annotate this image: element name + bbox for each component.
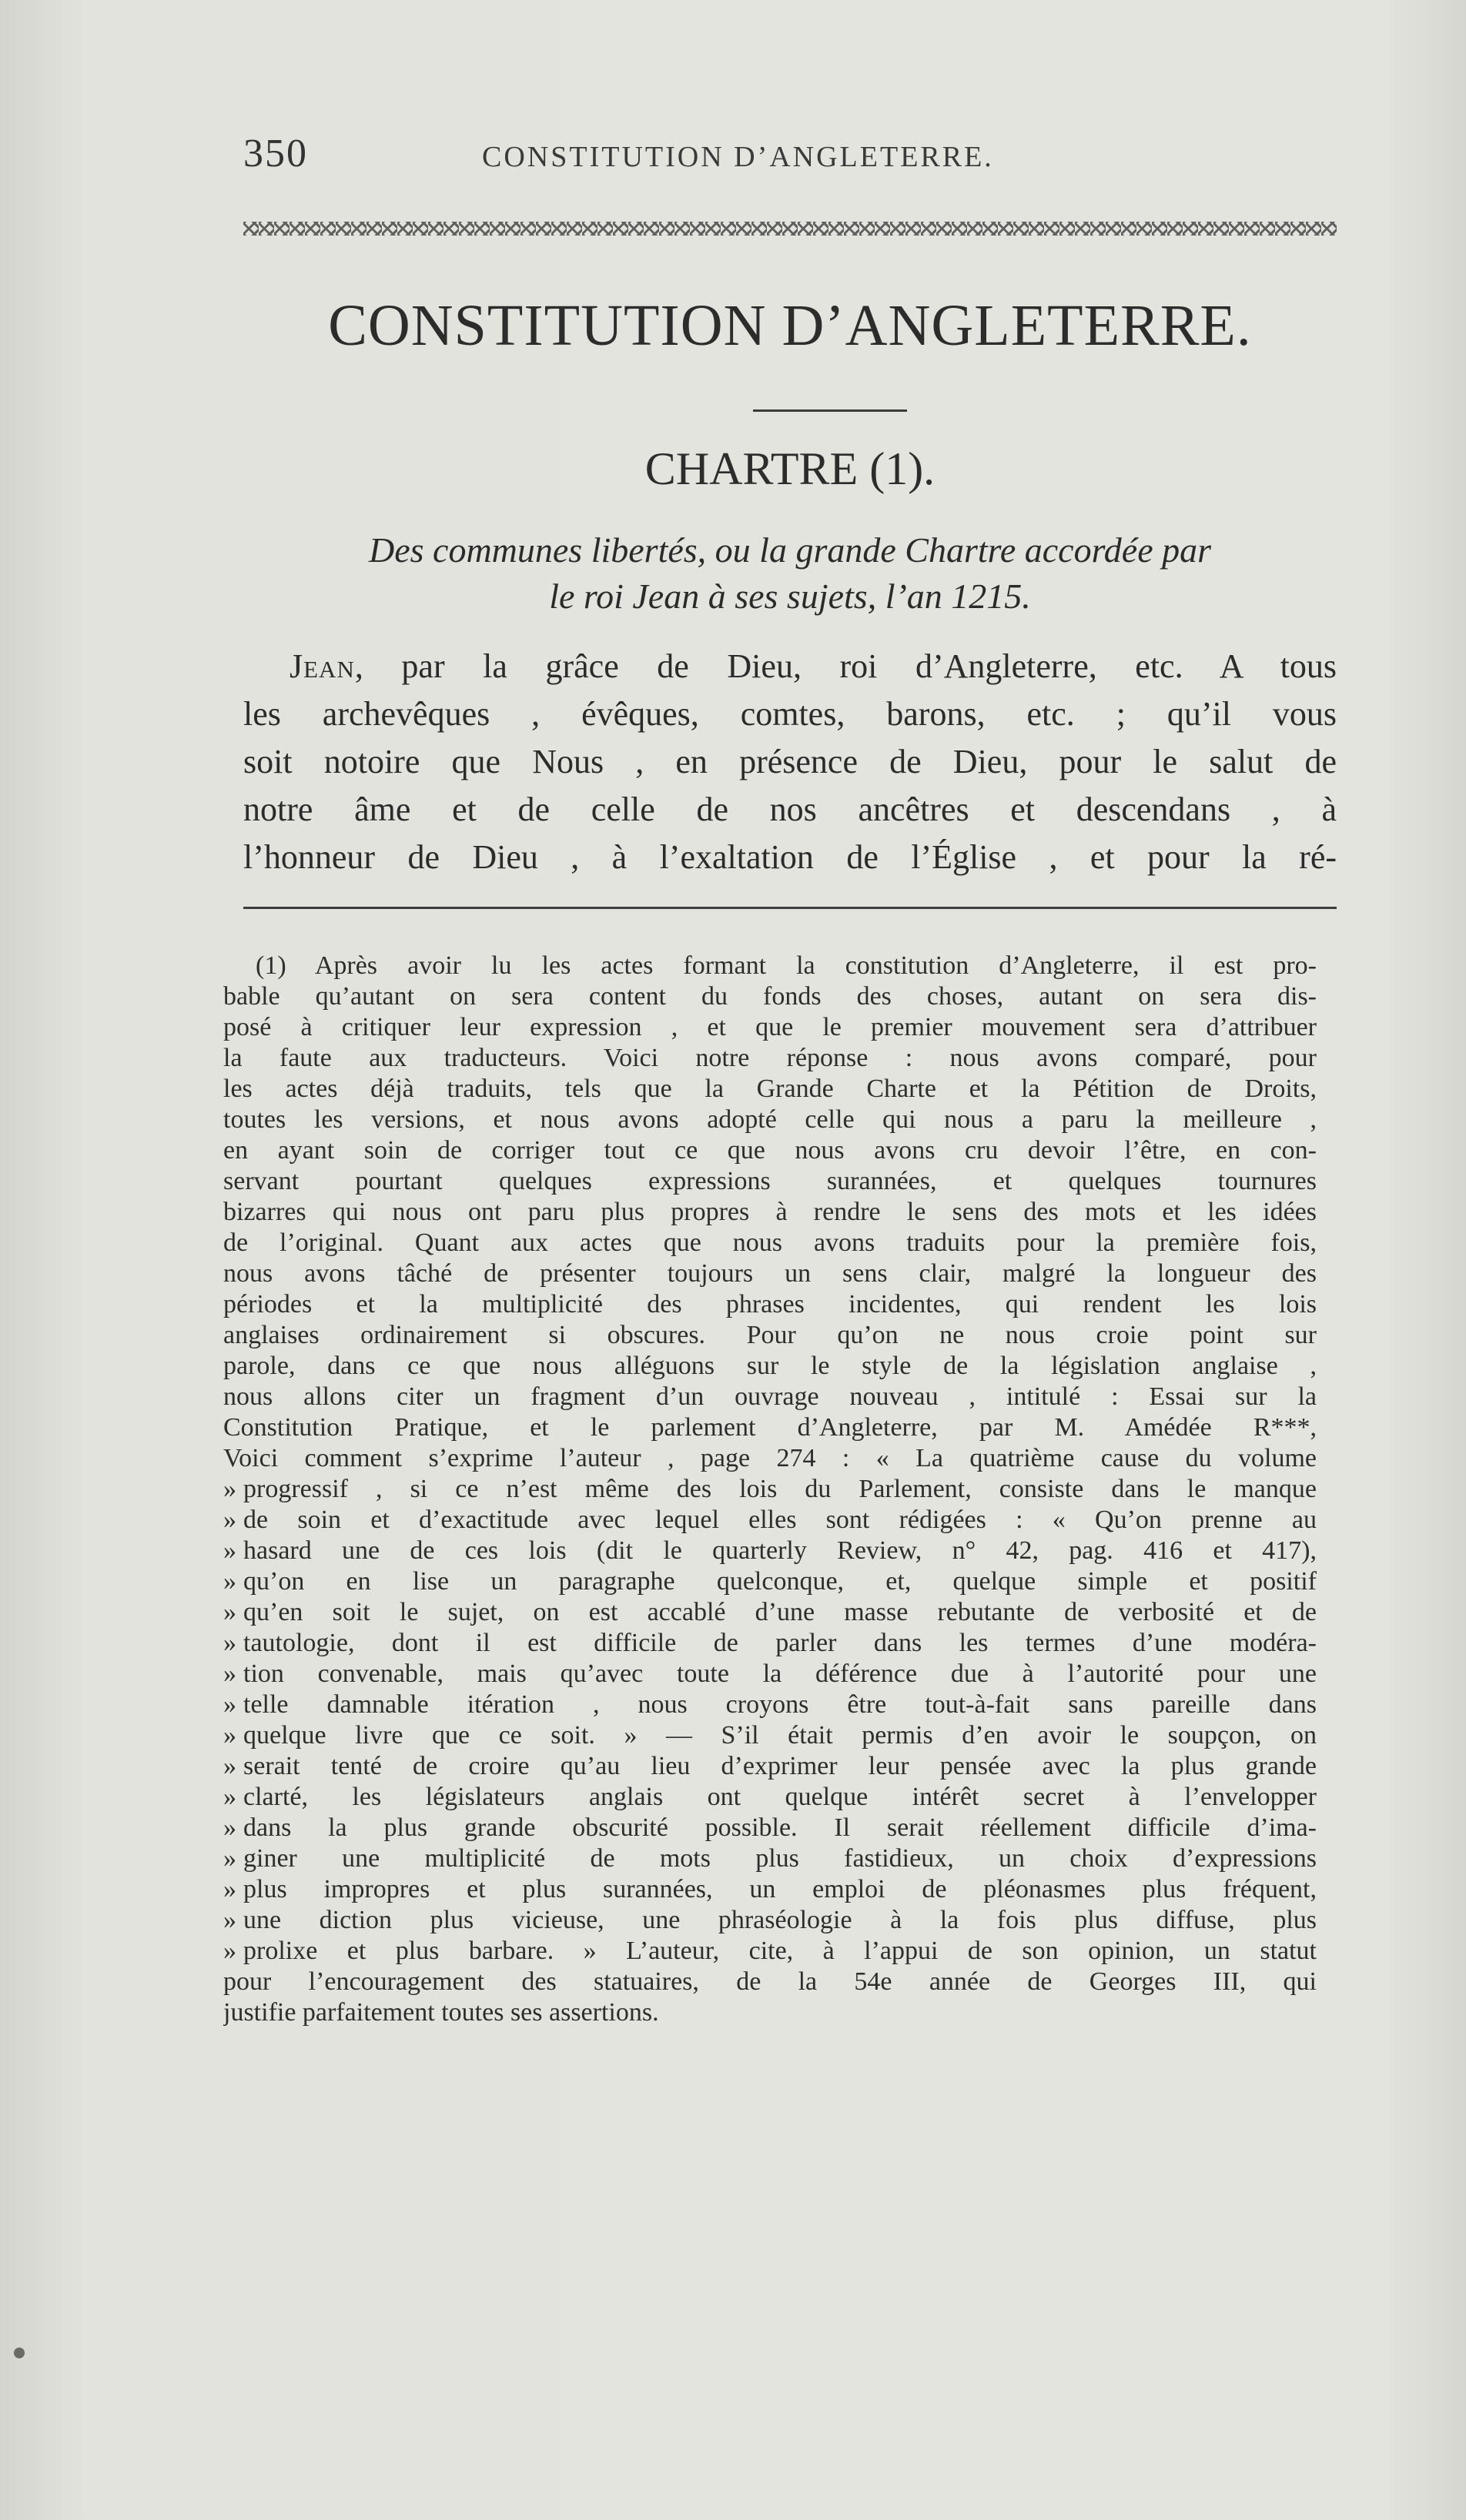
footnote-line-text: parole, dans ce que nous alléguons sur le style de la législation anglaise , <box>223 1352 1317 1380</box>
footnote-line <box>223 1905 1317 1936</box>
footnote-line <box>223 1074 1317 1105</box>
footnote <box>223 951 1317 2028</box>
footnote-line <box>223 1320 1317 1351</box>
footnote-line <box>223 1382 1317 1412</box>
footnote-line-text: plus impropres et plus surannées, un emploi de pléonasmes plus fréquent, <box>243 1875 1317 1903</box>
footnote-line <box>223 1012 1317 1043</box>
section-title: CHARTRE (1). <box>644 443 935 494</box>
body-line: l’honneur de Dieu , à l’exaltation de l’Église , et pour la ré- <box>243 838 1337 876</box>
quote-mark: » <box>223 1475 236 1503</box>
footnote-line <box>223 1289 1317 1320</box>
footnote-line <box>223 1967 1317 1997</box>
quote-mark: » <box>223 1567 236 1596</box>
footnote-line <box>223 1843 1317 1874</box>
footnote-line <box>223 1043 1317 1074</box>
quote-mark: » <box>223 1536 236 1565</box>
footnote-line <box>223 1135 1317 1166</box>
footnote-line-text: Constitution Pratique, et le parlement d’Angleterre, par M. Amédée R***, <box>223 1413 1317 1442</box>
title-rule <box>753 409 907 412</box>
footnote-line <box>223 1443 1317 1474</box>
paper-speck <box>14 2348 25 2358</box>
footnote-line-text: toutes les versions, et nous avons adopté celle qui nous a paru la meilleure , <box>223 1105 1317 1134</box>
page-number: 350 <box>243 132 308 175</box>
footnote-line-text: qu’on en lise un paragraphe quelconque, et, quelque simple et positif <box>243 1567 1317 1596</box>
footnote-line-text: telle damnable itération , nous croyons être tout-à-fait sans pareille dans <box>243 1690 1317 1719</box>
footnote-line <box>223 1997 1317 2028</box>
quote-mark: » <box>223 1752 236 1780</box>
footnote-rule <box>243 907 1337 909</box>
footnote-line-text: en ayant soin de corriger tout ce que nous avons cru devoir l’être, en con- <box>223 1136 1317 1165</box>
quote-mark: » <box>223 1690 236 1719</box>
running-head: CONSTITUTION D’ANGLETERRE. <box>482 141 994 173</box>
footnote-line <box>223 1228 1317 1258</box>
footnote-line-text: hasard une de ces lois (dit le quarterly Review, n° 42, pag. 416 et 417), <box>243 1536 1317 1565</box>
ornamental-rule <box>243 222 1337 236</box>
footnote-line-text: Voici comment s’exprime l’auteur , page 274 : « La quatrième cause du volume <box>223 1444 1317 1472</box>
footnote-line-text: nous avons tâché de présenter toujours un sens clair, malgré la longueur des <box>223 1259 1317 1288</box>
body-line: soit notoire que Nous , en présence de Dieu, pour le salut de <box>243 743 1337 780</box>
quote-mark: » <box>223 1721 236 1750</box>
footnote-line-text: serait tenté de croire qu’au lieu d’exprimer leur pensée avec la plus grande <box>243 1752 1317 1780</box>
footnote-line-text: périodes et la multiplicité des phrases incidentes, qui rendent les lois <box>223 1290 1317 1318</box>
footnote-line <box>223 1751 1317 1782</box>
footnote-line-text: quelque livre que ce soit. » — S’il était permis d’en avoir le soupçon, on <box>243 1721 1317 1750</box>
body-line-1-rest: , par la grâce de Dieu, roi d’Angleterre, etc. A tous <box>354 647 1337 685</box>
footnote-line-text: de soin et d’exactitude avec lequel elles sont rédigées : « Qu’on prenne au <box>243 1506 1317 1534</box>
footnote-line <box>223 1597 1317 1628</box>
description-line-2: le roi Jean à ses sujets, l’an 1215. <box>549 577 1031 616</box>
footnote-line-text: nous allons citer un fragment d’un ouvrage nouveau , intitulé : Essai sur la <box>223 1382 1317 1411</box>
footnote-line <box>223 1813 1317 1843</box>
quote-mark: » <box>223 1844 236 1873</box>
footnote-line <box>223 1258 1317 1289</box>
footnote-line <box>223 1351 1317 1382</box>
footnote-line <box>223 1105 1317 1135</box>
body-line <box>243 643 1337 690</box>
footnote-line-text: prolixe et plus barbare. » L’auteur, cite, à l’appui de son opinion, un statut <box>243 1937 1317 1965</box>
footnote-line-text: tion convenable, mais qu’avec toute la déférence due à l’autorité pour une <box>243 1659 1317 1688</box>
footnote-line-text: bable qu’autant on sera content du fonds des choses, autant on sera dis- <box>223 982 1317 1011</box>
footnote-line <box>223 1166 1317 1197</box>
body-paragraph <box>243 643 1337 881</box>
footnote-line-text: progressif , si ce n’est même des lois du Parlement, consiste dans le manque <box>243 1475 1317 1503</box>
body-line: notre âme et de celle de nos ancêtres et descendans , à <box>243 790 1337 828</box>
footnote-line-text: bizarres qui nous ont paru plus propres à rendre le sens des mots et les idées <box>223 1198 1317 1226</box>
footnote-line-text: la faute aux traducteurs. Voici notre réponse : nous avons comparé, pour <box>223 1044 1317 1072</box>
quote-mark: » <box>223 1506 236 1534</box>
footnote-line-text: servant pourtant quelques expressions surannées, et quelques tournures <box>223 1167 1317 1195</box>
quote-mark: » <box>223 1598 236 1626</box>
footnote-line <box>223 1505 1317 1536</box>
footnote-line-text: anglaises ordinairement si obscures. Pour qu’on ne nous croie point sur <box>223 1321 1317 1349</box>
footnote-line-text: pour l’encouragement des statuaires, de la 54e année de Georges III, qui <box>223 1967 1317 1996</box>
footnote-line-text: les actes déjà traduits, tels que la Grande Charte et la Pétition de Droits, <box>223 1075 1317 1103</box>
description-line-1: Des communes libertés, ou la grande Chartre accordée par <box>368 530 1212 570</box>
chapter-title: CONSTITUTION D’ANGLETERRE. <box>328 293 1252 358</box>
footnote-line-text: de l’original. Quant aux actes que nous avons traduits pour la première fois, <box>223 1228 1317 1257</box>
quote-mark: » <box>223 1875 236 1903</box>
footnote-line-text: qu’en soit le sujet, on est accablé d’une masse rebutante de verbosité et de <box>243 1598 1317 1626</box>
footnote-line-text: clarté, les législateurs anglais ont quelque intérêt secret à l’envelopper <box>243 1783 1317 1811</box>
quote-mark: » <box>223 1659 236 1688</box>
quote-mark: » <box>223 1937 236 1965</box>
footnote-line-text: giner une multiplicité de mots plus fastidieux, un choix d’expressions <box>243 1844 1317 1873</box>
footnote-line <box>223 1197 1317 1228</box>
footnote-line <box>223 1936 1317 1967</box>
footnote-line <box>223 1874 1317 1905</box>
footnote-line-text: dans la plus grande obscurité possible. Il serait réellement difficile d’ima- <box>243 1813 1317 1842</box>
quote-mark: » <box>223 1629 236 1657</box>
footnote-line-text: tautologie, dont il est difficile de parler dans les termes d’une modéra- <box>243 1629 1317 1657</box>
section-description <box>243 527 1337 620</box>
body-first-word: Jean <box>290 647 355 685</box>
footnote-line <box>223 1689 1317 1720</box>
quote-mark: » <box>223 1813 236 1842</box>
footnote-line <box>223 951 1317 981</box>
footnote-line <box>223 981 1317 1012</box>
footnote-line-text: justifie parfaitement toutes ses assertions. <box>223 1998 659 2027</box>
footnote-line-text: posé à critiquer leur expression , et que le premier mouvement sera d’attribuer <box>223 1013 1317 1041</box>
footnote-line <box>223 1474 1317 1505</box>
footnote-line <box>223 1720 1317 1751</box>
footnote-line <box>223 1782 1317 1813</box>
footnote-line <box>223 1659 1317 1689</box>
footnote-line <box>223 1536 1317 1566</box>
quote-mark: » <box>223 1783 236 1811</box>
quote-mark: » <box>223 1906 236 1934</box>
footnote-line <box>223 1412 1317 1443</box>
page-header <box>243 131 1337 185</box>
body-line: les archevêques , évêques, comtes, barons, etc. ; qu’il vous <box>243 695 1337 733</box>
footnote-line <box>223 1628 1317 1659</box>
footnote-line-text: une diction plus vicieuse, une phraséologie à la fois plus diffuse, plus <box>243 1906 1317 1934</box>
footnote-line-text: (1) Après avoir lu les actes formant la constitution d’Angleterre, il est pro- <box>256 951 1317 980</box>
footnote-line <box>223 1566 1317 1597</box>
